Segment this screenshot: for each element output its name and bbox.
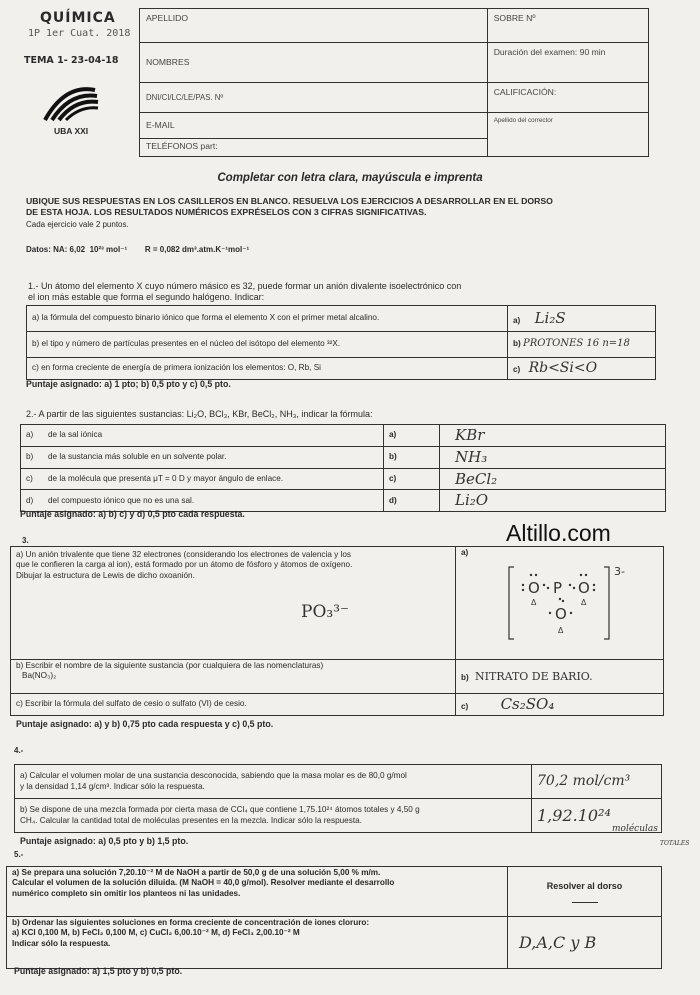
q5-a-text-1: a) Se prepara una solución 7,20.10⁻² M de NaOH a partir de 50,0 g de una solución 5,00 % m/m. — [12, 868, 381, 877]
q2-row-d-label: d) — [384, 490, 440, 512]
student-info-grid — [139, 8, 649, 157]
q1-row-b-text: b) el tipo y número de partículas presentes en el núcleo del isótopo del elemento ³²X. — [27, 332, 508, 358]
q5-a-text-2: Calcular el volumen de la solución diluida. (M NaOH = 40,0 g/mol). Resolver mediante el desarrollo — [12, 878, 395, 888]
q4-b-text-1: b) Se dispone de una mezcla formada por cierta masa de CCl₄ que contiene 1,75.10²⁴ átomos totales y 4,50 g — [20, 805, 420, 815]
q3-a-handwritten-formula: PO₃³⁻ — [301, 602, 349, 622]
q3-a-text-1: a) Un anión trivalente que tiene 32 electrones (considerando los electrones de valencia y los — [16, 550, 351, 559]
q4-a-answer-cell[interactable] — [532, 765, 662, 799]
q1-row-c-answer-cell[interactable] — [508, 358, 656, 380]
q3-c-answer-cell[interactable] — [456, 694, 664, 716]
q4-b-text-2: CH₄. Calcular la cantidad total de moléculas presentes en la mezcla. Indicar sólo la respuesta. — [20, 815, 362, 825]
q3-b-answer: NITRATO DE BARIO. — [475, 669, 593, 683]
q3-a-answer-cell[interactable] — [456, 547, 664, 660]
q3-a-label: a) — [461, 548, 469, 557]
duracion-label: Duración del examen: 90 min — [487, 43, 648, 83]
q1-row-c-label: c) — [513, 364, 521, 374]
q2-row-b-label: b) — [384, 446, 440, 468]
q5-b-question — [7, 917, 508, 969]
q5-b-text-2: a) KCl 0,100 M, b) FeCl₂ 0,100 M, c) CuCl₂ 6,00.10⁻² M, d) FeCl₃ 2,00.10⁻² M — [12, 928, 300, 938]
q2-row-d-answer[interactable] — [440, 490, 666, 512]
q3-table — [10, 546, 664, 716]
q1-row-a-label: a) — [513, 316, 521, 326]
q2-stem: 2.- A partir de las siguientes sustancias: Li₂O, BCl₃, KBr, BeCl₂, NH₃, indicar la fórmula: — [26, 409, 373, 419]
q1-row-b-answer: PROTONES 16 n=18 — [523, 338, 630, 350]
q5-a-dash — [572, 902, 598, 903]
q2-grading: Puntaje asignado: a) b) c) y d) 0,5 pto cada respuesta. — [20, 509, 245, 519]
data-constants: Datos: NA: 6,02 10²³ mol⁻¹ R = 0,082 dm³.atm.K⁻¹mol⁻¹ — [26, 245, 250, 254]
q4-a-answer: 70,2 mol/cm³ — [537, 772, 631, 789]
q3-a-text-3: Dibujar la estructura de Lewis de dicho oxoanión. — [16, 570, 195, 580]
q3-c-question: c) Escribir la fórmula del sulfato de cesio o sulfato (VI) de cesio. — [11, 694, 456, 716]
svg-text:O: O — [528, 579, 540, 597]
q5-table — [6, 866, 662, 969]
q2-table — [20, 424, 666, 512]
q2-row-c-letter: c) — [21, 468, 44, 490]
q2-row-a-handwriting: KBr — [455, 426, 485, 444]
q2-row-c-handwriting: BeCl₂ — [455, 469, 498, 488]
q4-grading: Puntaje asignado: a) 0,5 pto y b) 1,5 pto. — [20, 836, 189, 846]
q1-row-c-text: c) en forma creciente de energía de primera ionización los elementos: O, Rb, Si — [27, 358, 508, 380]
q2-row-c-answer[interactable] — [440, 468, 666, 490]
q5-a-question — [7, 867, 508, 917]
q5-number: 5.- — [14, 850, 24, 859]
instructions-line3: Cada ejercicio vale 2 puntos. — [26, 220, 129, 229]
term-label: 1P 1er Cuat. 2018 — [28, 28, 131, 39]
q5-b-answer-cell[interactable] — [508, 917, 662, 969]
q1-row-b-label: b) — [513, 339, 521, 349]
lewis-structure-drawing — [506, 563, 636, 643]
q3-c-answer: Cs₂SO₄ — [500, 695, 555, 713]
q3-b-text-2: Ba(NO₃)₂ — [22, 671, 57, 681]
q4-number: 4.- — [14, 746, 24, 755]
q1-row-c-answer: Rb<Si<O — [528, 359, 598, 376]
svg-text:Δ: Δ — [531, 598, 537, 607]
q1-row-a-answer: Li₂S — [534, 309, 566, 328]
q3-b-question — [11, 660, 456, 694]
q5-b-text-1: b) Ordenar las siguientes soluciones en forma creciente de concentración de iones cloruro: — [12, 918, 370, 927]
q4-table — [14, 764, 662, 833]
svg-text:P: P — [553, 579, 563, 597]
svg-text:Δ: Δ — [581, 598, 587, 607]
q2-row-c-label: c) — [384, 468, 440, 490]
q5-a-answer-cell — [508, 867, 662, 917]
q3-grading: Puntaje asignado: a) y b) 0,75 pto cada respuesta y c) 0,5 pto. — [16, 719, 274, 729]
tema-label: TEMA 1- 23-04-18 — [24, 55, 119, 66]
q4-a-text-2: y la densidad 1,14 g/cm³. Indicar sólo la respuesta. — [20, 781, 205, 791]
logo-text: UBA XXI — [54, 126, 89, 136]
svg-text:Δ: Δ — [558, 626, 564, 635]
q3-b-label: b) — [461, 672, 469, 682]
q5-a-answer: Resolver al dorso — [546, 881, 623, 891]
uba-logo-icon — [40, 82, 100, 124]
q1-table — [26, 305, 656, 380]
watermark: Altillo.com — [506, 520, 611, 546]
calificacion-field: CALIFICACIÓN: — [487, 83, 648, 113]
instructions-line2: DE ESTA HOJA. LOS RESULTADOS NUMÉRICOS EXPRÉSELOS CON 3 CIFRAS SIGNIFICATIVAS. — [26, 207, 427, 217]
q4-b-question — [15, 799, 532, 833]
q2-row-b-text: de la sustancia más soluble en un solvente polar. — [43, 446, 384, 468]
q2-row-a-text: de la sal iónica — [43, 425, 384, 447]
q3-c-label: c) — [461, 702, 469, 711]
q4-a-question — [15, 765, 532, 799]
q2-row-b-handwriting: NH₃ — [455, 447, 488, 466]
nombres-field[interactable]: NOMBRES — [140, 43, 488, 83]
telefonos-field[interactable]: TELÉFONOS part: — [140, 139, 488, 157]
q1-row-a-text: a) la fórmula del compuesto binario iónico que forma el elemento X con el primer metal alcalino. — [27, 306, 508, 332]
q2-row-c-text: de la molécula que presenta μT = 0 D y mayor ángulo de enlace. — [43, 468, 384, 490]
q5-b-answer: D,A,C y B — [519, 932, 597, 952]
q2-row-b-letter: b) — [21, 446, 44, 468]
corrector-field: Apellido del corrector — [487, 113, 648, 157]
dni-field[interactable]: DNI/CI/LC/LE/PAS. Nº — [140, 83, 488, 113]
q5-grading: Puntaje asignado: a) 1,5 pto y b) 0,5 pto. — [14, 966, 183, 976]
svg-text:O: O — [578, 579, 590, 597]
q3-a-text-2: que le confieren la carga al ion), está formado por un átomo de fósforo y átomos de oxígeno. — [16, 560, 353, 570]
q2-row-b-answer[interactable] — [440, 446, 666, 468]
q2-row-a-answer[interactable] — [440, 425, 666, 447]
q1-grading: Puntaje asignado: a) 1 pto; b) 0,5 pto y c) 0,5 pto. — [26, 379, 231, 389]
q4-b-note-2: TOTALES — [660, 840, 690, 847]
sobre-field[interactable]: SOBRE Nº — [487, 9, 648, 43]
lewis-charge: 3- — [614, 565, 625, 578]
instructions-line1: UBIQUE SUS RESPUESTAS EN LOS CASILLEROS EN BLANCO. RESUELVA LOS EJERCICIOS A DESARROLLAR EN EL DORSO — [26, 196, 553, 206]
q1-stem-1: 1.- Un átomo del elemento X cuyo número másico es 32, puede formar un anión divalente isoelectrónico con — [28, 281, 462, 291]
email-field[interactable]: E-MAIL — [140, 113, 488, 139]
q2-row-d-letter: d) — [21, 490, 44, 512]
q2-row-d-handwriting: Li₂O — [455, 491, 489, 510]
q2-row-a-letter: a) — [21, 425, 44, 447]
q1-row-a-answer-cell[interactable] — [508, 306, 656, 332]
q2-row-d-text: del compuesto iónico que no es una sal. — [43, 490, 384, 512]
q1-row-b-answer-cell[interactable] — [508, 332, 656, 358]
q2-row-a-label: a) — [384, 425, 440, 447]
q5-b-text-3: Indicar sólo la respuesta. — [12, 938, 111, 948]
q4-b-answer: 1,92.10²⁴ — [537, 805, 611, 825]
page-title: Completar con letra clara, mayúscula e imprenta — [217, 172, 483, 184]
q4-b-note-1: moléculas — [612, 824, 658, 834]
svg-text:O: O — [555, 605, 567, 623]
q5-a-text-3: numérico completo sin omitir los planteos ni las unidades. — [12, 888, 241, 898]
apellido-field[interactable]: APELLIDO — [140, 9, 488, 43]
q1-stem-2: el ion más estable que forma el segundo halógeno. Indicar: — [28, 292, 265, 302]
q3-number: 3. — [22, 536, 29, 545]
q3-a-question — [11, 547, 456, 660]
q3-b-text-1: b) Escribir el nombre de la siguiente sustancia (por cualquiera de las nomenclaturas) — [16, 661, 324, 670]
q3-b-answer-cell[interactable] — [456, 660, 664, 694]
q4-a-text-1: a) Calcular el volumen molar de una sustancia desconocida, sabiendo que la masa molar es de 80,0 g/mol — [20, 771, 407, 781]
subject-title: QUÍMICA — [40, 10, 116, 26]
